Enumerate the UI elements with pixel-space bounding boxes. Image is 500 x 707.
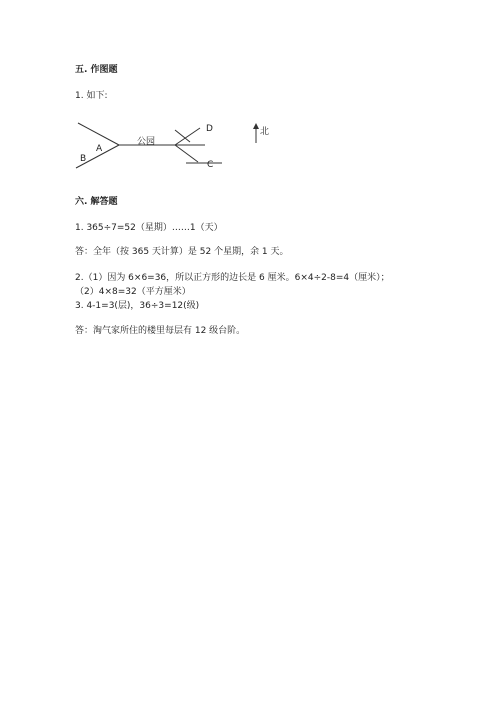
section-five-title: 五. 作图题	[75, 65, 118, 75]
point-d-label: D	[206, 124, 213, 134]
path-d	[175, 128, 200, 145]
section-six-title: 六. 解答题	[75, 197, 118, 207]
question-one-label: 1. 如下:	[75, 91, 108, 101]
path-c	[175, 145, 198, 162]
answer-three-text: 答：淘气家所住的楼里每层有 12 级台阶。	[75, 326, 246, 336]
point-b-label: B	[80, 154, 87, 164]
answer-two-line-one: 2.（1）因为 6×6=36，所以正方形的边长是 6 厘米。6×4÷2-8=4（厘米）；	[75, 273, 390, 283]
road-upper-left	[78, 123, 119, 145]
answer-two-line-two: （2）4×8=32（平方厘米）	[75, 287, 191, 297]
answer-one-text: 答：全年（按 365 天计算）是 52 个星期，余 1 天。	[75, 247, 289, 257]
north-label: 北	[260, 127, 270, 137]
park-label: 公园	[137, 137, 156, 147]
point-c-label: C	[207, 160, 214, 170]
point-a-label: A	[96, 144, 103, 154]
north-arrow-icon	[253, 123, 259, 129]
answer-three-calc: 3. 4-1=3(层)，36÷3=12(级)	[75, 301, 200, 311]
answer-one-calc: 1. 365÷7=52（星期）……1（天）	[75, 223, 223, 233]
